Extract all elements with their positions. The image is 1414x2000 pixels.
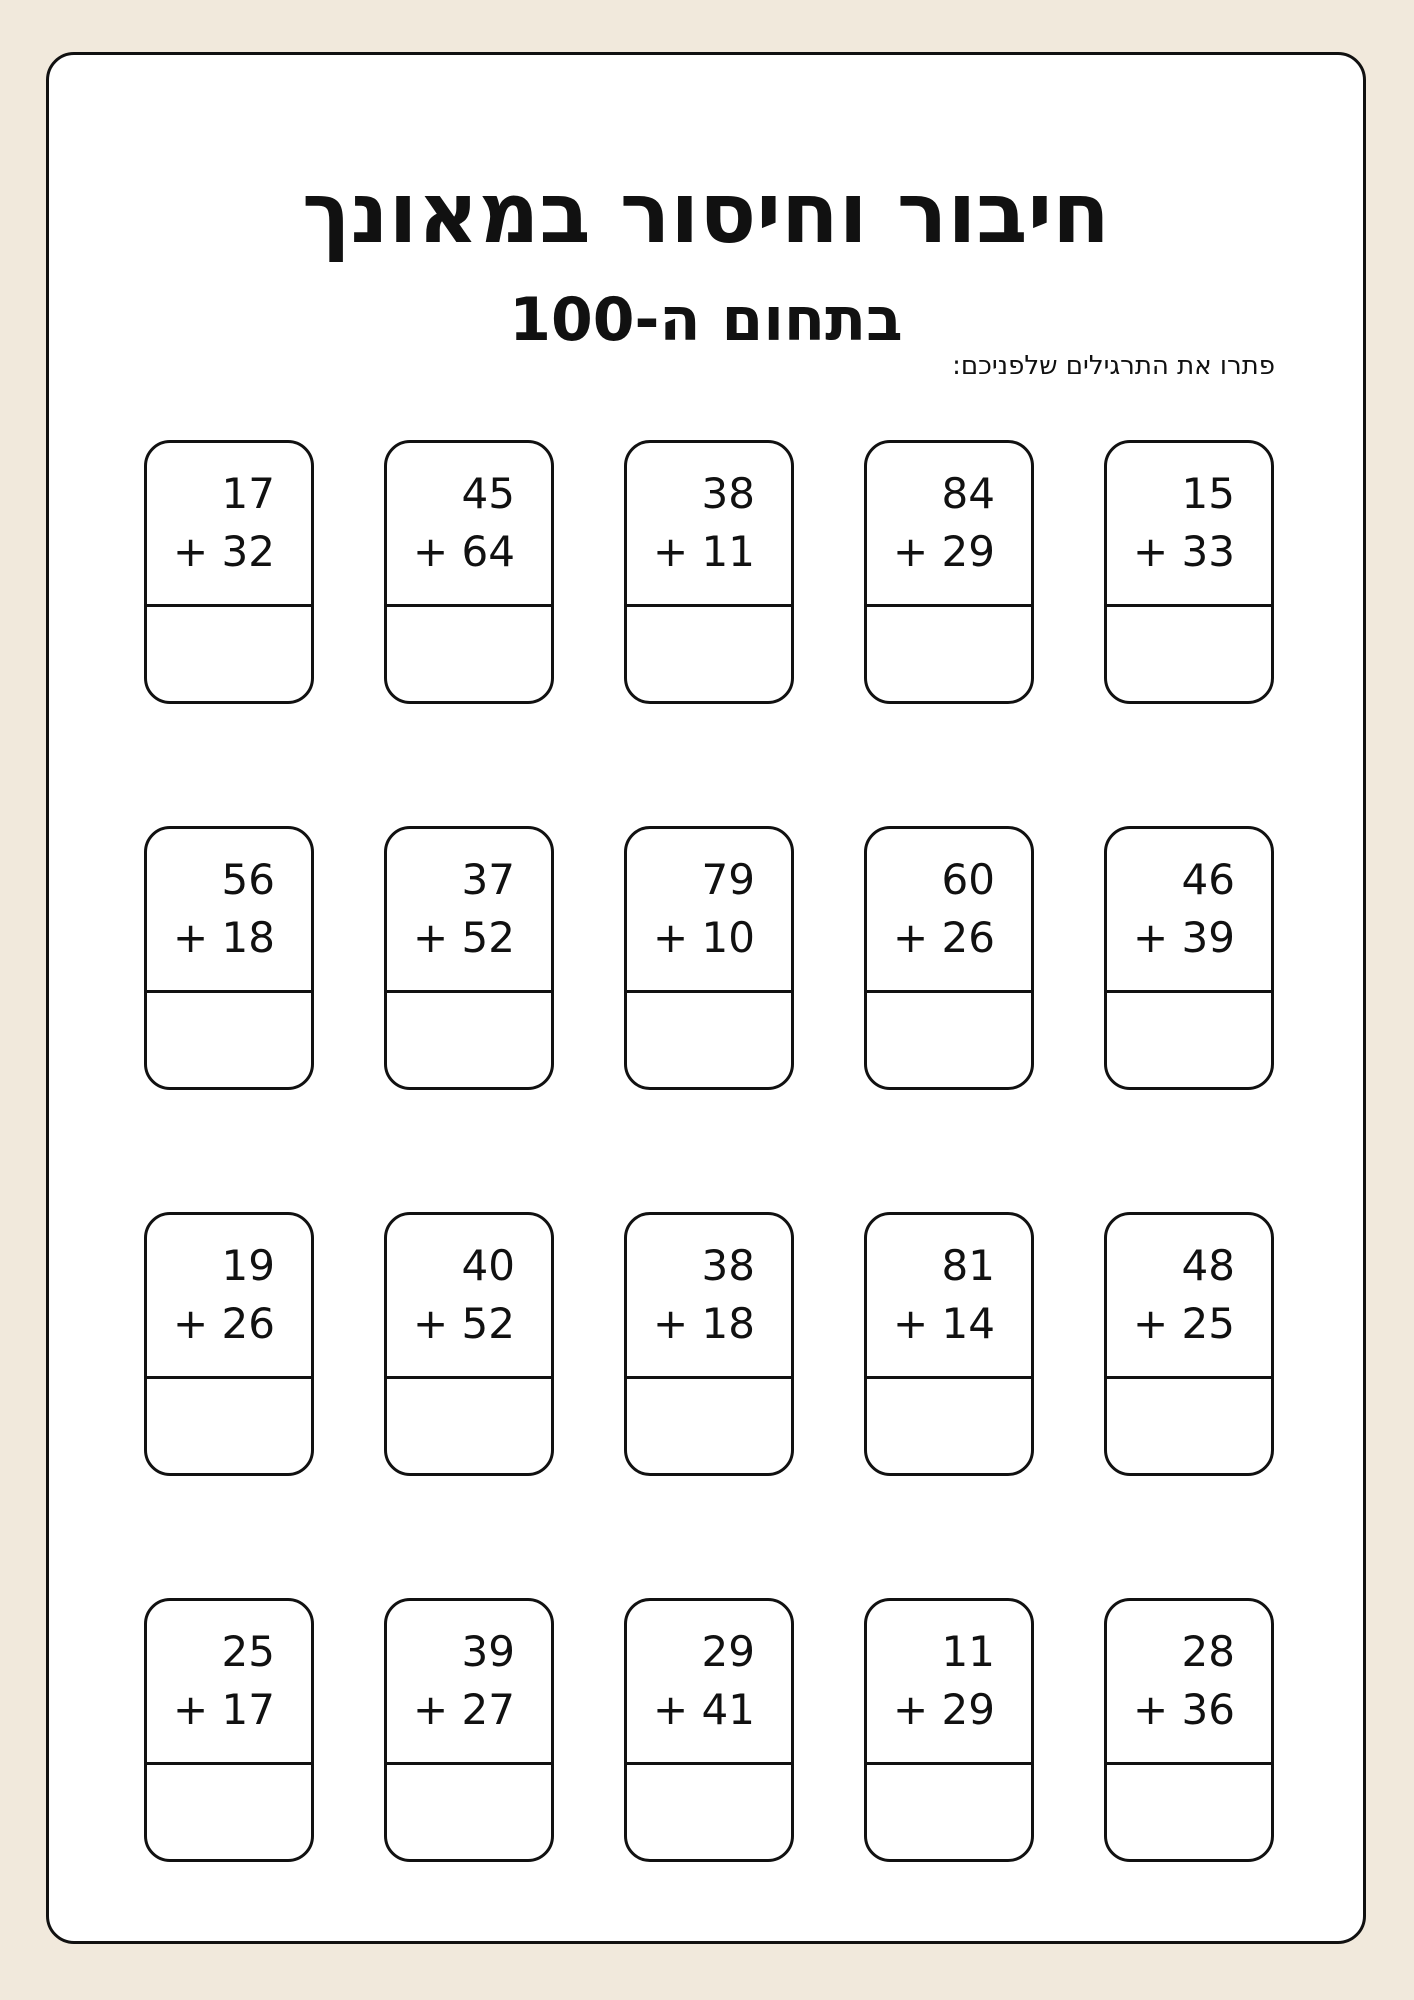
problem-card: [384, 826, 554, 1090]
problem-card: [864, 440, 1034, 704]
problem-bottom-line: [173, 526, 275, 578]
answer-box[interactable]: [627, 1765, 791, 1859]
plus-operator: +: [1132, 1299, 1169, 1348]
problem-bottom-number: 26: [941, 913, 995, 962]
problem-card: [1104, 440, 1274, 704]
problem-bottom-number: 11: [701, 527, 755, 576]
problem-top-number: 38: [701, 1241, 755, 1290]
problem-bottom-number: 41: [701, 1685, 755, 1734]
answer-box[interactable]: [387, 993, 551, 1087]
answer-box[interactable]: [387, 607, 551, 701]
plus-operator: +: [892, 913, 929, 962]
problem-bottom-line: [173, 912, 275, 964]
problem-bottom-line: [893, 1684, 995, 1736]
problem-bottom-line: [653, 912, 755, 964]
problem-top-number: 39: [461, 1627, 515, 1676]
problem-card: [144, 1212, 314, 1476]
problem-bottom-line: [653, 1298, 755, 1350]
problem-card: [384, 1212, 554, 1476]
problem-bottom-number: 18: [221, 913, 275, 962]
problem-top-number: 48: [1181, 1241, 1235, 1290]
problem-bottom-line: [173, 1684, 275, 1736]
plus-operator: +: [172, 1299, 209, 1348]
problem-top-number: 45: [461, 469, 515, 518]
plus-operator: +: [172, 527, 209, 576]
problem-top-number: 19: [221, 1241, 275, 1290]
plus-operator: +: [652, 1299, 689, 1348]
plus-operator: +: [1132, 1685, 1169, 1734]
answer-box[interactable]: [1107, 607, 1271, 701]
problem-top-number: 25: [221, 1627, 275, 1676]
answer-box[interactable]: [867, 607, 1031, 701]
answer-box[interactable]: [627, 1379, 791, 1473]
answer-box[interactable]: [867, 1379, 1031, 1473]
problem-bottom-number: 27: [461, 1685, 515, 1734]
answer-box[interactable]: [387, 1379, 551, 1473]
problem-bottom-line: [893, 912, 995, 964]
problem-card: [1104, 826, 1274, 1090]
answer-box[interactable]: [147, 1765, 311, 1859]
problem-card: [864, 1212, 1034, 1476]
problem-top-number: 15: [1181, 469, 1235, 518]
problem-bottom-line: [173, 1298, 275, 1350]
problem-bottom-number: 32: [221, 527, 275, 576]
problem-bottom-number: 18: [701, 1299, 755, 1348]
problem-top-number: 84: [941, 469, 995, 518]
plus-operator: +: [652, 913, 689, 962]
problem-top-number: 40: [461, 1241, 515, 1290]
problem-top-number: 11: [941, 1627, 995, 1676]
problem-card: [864, 1598, 1034, 1862]
problem-bottom-line: [893, 526, 995, 578]
answer-box[interactable]: [1107, 1379, 1271, 1473]
answer-box[interactable]: [867, 1765, 1031, 1859]
problem-card: [1104, 1212, 1274, 1476]
problem-bottom-number: 52: [461, 913, 515, 962]
plus-operator: +: [412, 527, 449, 576]
problem-top-number: 79: [701, 855, 755, 904]
problem-bottom-number: 52: [461, 1299, 515, 1348]
problem-card: [624, 1212, 794, 1476]
problem-bottom-line: [413, 526, 515, 578]
problem-card: [864, 826, 1034, 1090]
problem-bottom-number: 17: [221, 1685, 275, 1734]
problem-bottom-line: [413, 912, 515, 964]
answer-box[interactable]: [147, 993, 311, 1087]
problem-top-number: 56: [221, 855, 275, 904]
answer-box[interactable]: [627, 607, 791, 701]
problem-bottom-number: 10: [701, 913, 755, 962]
answer-box[interactable]: [867, 993, 1031, 1087]
problem-bottom-number: 25: [1181, 1299, 1235, 1348]
problem-bottom-number: 29: [941, 1685, 995, 1734]
plus-operator: +: [1132, 913, 1169, 962]
plus-operator: +: [652, 1685, 689, 1734]
plus-operator: +: [1132, 527, 1169, 576]
answer-box[interactable]: [627, 993, 791, 1087]
problem-bottom-line: [1133, 1298, 1235, 1350]
problem-bottom-line: [413, 1298, 515, 1350]
answer-box[interactable]: [1107, 1765, 1271, 1859]
problem-bottom-number: 39: [1181, 913, 1235, 962]
problem-bottom-number: 26: [221, 1299, 275, 1348]
problem-grid: [144, 440, 1274, 1864]
problem-top-number: 37: [461, 855, 515, 904]
plus-operator: +: [652, 527, 689, 576]
problem-card: [624, 1598, 794, 1862]
problem-bottom-line: [1133, 912, 1235, 964]
plus-operator: +: [172, 913, 209, 962]
problem-bottom-number: 64: [461, 527, 515, 576]
problem-bottom-line: [893, 1298, 995, 1350]
problem-card: [144, 440, 314, 704]
problem-bottom-number: 29: [941, 527, 995, 576]
problem-top-number: 28: [1181, 1627, 1235, 1676]
problem-card: [144, 826, 314, 1090]
worksheet-subtitle: בתחום ה-100: [509, 285, 903, 355]
plus-operator: +: [172, 1685, 209, 1734]
answer-box[interactable]: [1107, 993, 1271, 1087]
problem-top-number: 81: [941, 1241, 995, 1290]
plus-operator: +: [412, 1299, 449, 1348]
problem-bottom-line: [653, 1684, 755, 1736]
problem-card: [1104, 1598, 1274, 1862]
problem-card: [624, 440, 794, 704]
problem-card: [384, 440, 554, 704]
problem-bottom-line: [653, 526, 755, 578]
problem-bottom-number: 36: [1181, 1685, 1235, 1734]
problem-top-number: 46: [1181, 855, 1235, 904]
answer-box[interactable]: [387, 1765, 551, 1859]
plus-operator: +: [412, 1685, 449, 1734]
plus-operator: +: [412, 913, 449, 962]
answer-box[interactable]: [147, 607, 311, 701]
problem-card: [144, 1598, 314, 1862]
problem-bottom-number: 14: [941, 1299, 995, 1348]
problem-bottom-number: 33: [1181, 527, 1235, 576]
plus-operator: +: [892, 1299, 929, 1348]
problem-top-number: 38: [701, 469, 755, 518]
problem-card: [384, 1598, 554, 1862]
problem-top-number: 29: [701, 1627, 755, 1676]
problem-bottom-line: [1133, 1684, 1235, 1736]
worksheet-title: חיבור וחיסור במאונך: [302, 164, 1110, 262]
problem-card: [624, 826, 794, 1090]
plus-operator: +: [892, 1685, 929, 1734]
worksheet-page: [46, 52, 1366, 1944]
plus-operator: +: [892, 527, 929, 576]
problem-top-number: 17: [221, 469, 275, 518]
problem-bottom-line: [1133, 526, 1235, 578]
problem-bottom-line: [413, 1684, 515, 1736]
problem-top-number: 60: [941, 855, 995, 904]
answer-box[interactable]: [147, 1379, 311, 1473]
instructions-text: פתרו את התרגילים שלפניכם:: [952, 351, 1275, 381]
